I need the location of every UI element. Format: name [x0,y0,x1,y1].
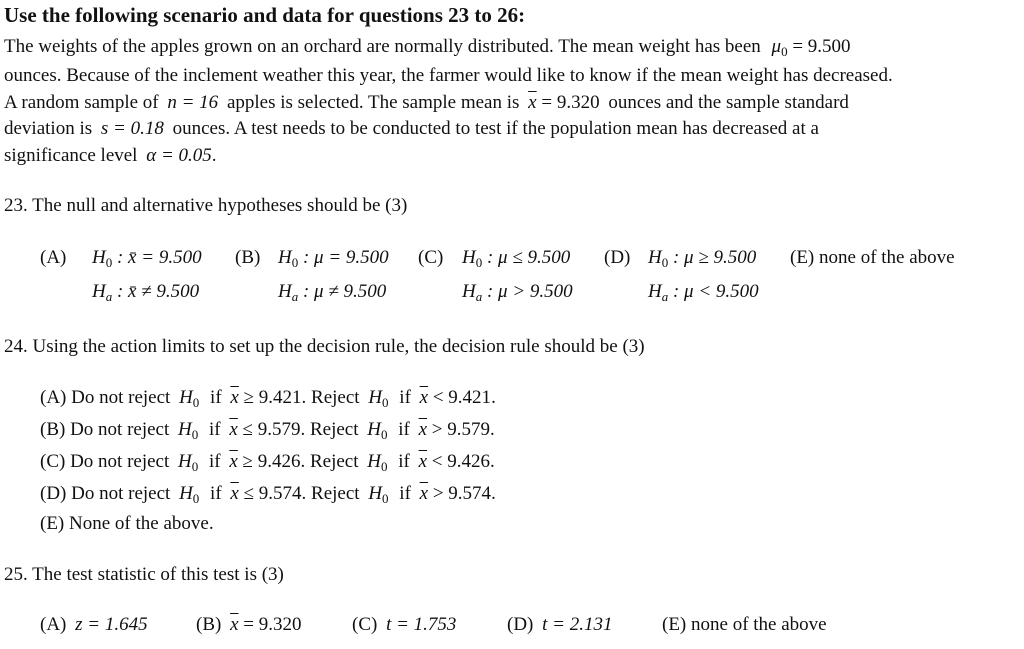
q23-option-d-ha: $H_a$ : μ < 9.500 [648,281,759,304]
scenario-text: A random sample of [4,92,159,113]
q23-option-b-label: (B) [235,247,261,268]
sample-mean: = 9.320 [541,92,600,113]
q23-option-c-h0: $H_0$ : μ ≤ 9.500 [462,247,571,270]
xbar-symbol: $\overline{x}$ [528,92,537,113]
alpha-value: α = 0.05 [146,145,212,166]
scenario-line-5 [4,143,217,169]
scenario-text: The weights of the apples grown on an orchard are normally distributed. The mean weight has been [4,36,761,57]
scenario-text: apples is selected. The sample mean is [226,92,520,113]
q23-option-d-h0: $H_0$ : μ ≥ 9.500 [648,247,757,270]
q23-option-b-ha: $H_a$ : μ ≠ 9.500 [278,281,387,304]
q25-option-e: (E) none of the above [662,614,827,635]
q25-option-a: (A) z = 1.645 [40,614,148,635]
scenario-text: significance level [4,145,138,166]
scenario-text: ounces and the sample standard [608,92,849,113]
sample-sd: s = 0.18 [100,118,164,139]
q23-option-b-h0: $H_0$ : μ = 9.500 [278,247,389,270]
q24-option-a: (A) Do not reject $H_0$ if $\overline{x} \ge 9.421$. Reject $H_0$ if $\overline{x} < 9.421$. [40,387,496,410]
scenario-text: ounces. A test needs to be conducted to test if the population mean has decreased at a [172,118,819,139]
q24-option-d: (D) Do not reject $H_0$ if $\overline{x} \le 9.574$. Reject $H_0$ if $\overline{x} > 9.574$. [40,483,496,506]
section-heading: Use the following scenario and data for questions 23 to 26: [4,3,526,27]
q25-option-b: (B) $\overline{x} = 9.320$ [196,614,302,635]
scenario-text: deviation is [4,118,93,139]
scenario-line-1 [4,34,851,65]
scenario-line-3 [4,90,849,116]
q23-option-e: (E) none of the above [790,247,955,268]
mu-zero-symbol: $\mu_0$ [771,36,788,59]
q25-option-d: (D) t = 2.131 [507,614,613,635]
question-23-stem: 23. The null and alternative hypotheses should be (3) [4,195,408,216]
q25-option-c: (C) t = 1.753 [352,614,457,635]
question-25-stem: 25. The test statistic of this test is (3) [4,564,284,585]
mu-zero-value: = 9.500 [792,36,851,57]
sample-size: n = 16 [167,92,219,113]
q23-option-a-h0: $H_0$ : x̄ = 9.500 [92,247,202,270]
q24-option-c: (C) Do not reject $H_0$ if $\overline{x} \ge 9.426$. Reject $H_0$ if $\overline{x} < 9.426$. [40,451,495,474]
question-24-stem: 24. Using the action limits to set up the decision rule, the decision rule should be (3) [4,336,645,357]
q23-option-a-label: (A) [40,247,67,268]
q23-option-a-ha: $H_a$ : x̄ ≠ 9.500 [92,281,200,304]
scenario-line-4 [4,116,819,142]
q23-option-d-label: (D) [604,247,631,268]
q23-option-c-ha: $H_a$ : μ > 9.500 [462,281,573,304]
q24-option-b: (B) Do not reject $H_0$ if $\overline{x} \le 9.579$. Reject $H_0$ if $\overline{x} > 9.579$. [40,419,495,442]
scenario-line-2: ounces. Because of the inclement weather this year, the farmer would like to know if the mean weight has decreased. [4,65,893,86]
q24-option-e: (E) None of the above. [40,513,214,534]
scenario-text: . [211,145,217,166]
q23-option-c-label: (C) [418,247,444,268]
